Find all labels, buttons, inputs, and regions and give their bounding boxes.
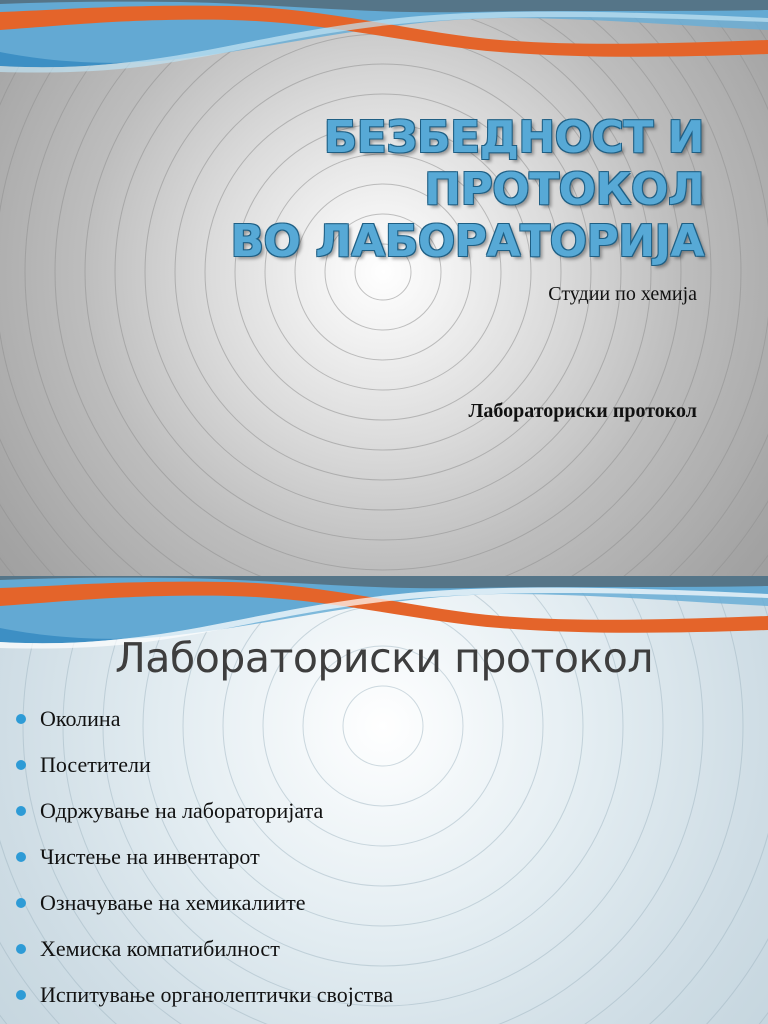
list-item-text: Посетители	[40, 752, 151, 777]
list-item	[16, 886, 393, 932]
bullet-icon	[16, 944, 26, 954]
list-item-text: Одржување на лабораторијата	[40, 798, 324, 823]
list-item	[16, 748, 393, 794]
subtitle-topic: Лабораториски протокол	[468, 400, 697, 422]
list-item-text: Испитување органолептички својства	[40, 982, 394, 1007]
content-slide	[0, 576, 768, 1024]
list-item-text: Околина	[40, 706, 121, 731]
title-line-1: БЕЗБЕДНОСТ И ПРОТОКОЛ	[323, 112, 704, 215]
bullet-icon	[16, 898, 26, 908]
presentation-title	[40, 112, 704, 268]
title-line-2: ВО ЛАБОРАТОРИЈА	[230, 216, 704, 267]
bullet-icon	[16, 852, 26, 862]
list-item	[16, 932, 393, 978]
list-item	[16, 702, 393, 748]
top-wave-decoration	[0, 0, 768, 95]
slide-title: Лабораториски протокол	[114, 634, 654, 682]
list-item-text: Означување на хемикалиите	[40, 890, 306, 915]
bullet-icon	[16, 990, 26, 1000]
list-item	[16, 978, 393, 1024]
bullet-list	[16, 702, 393, 1024]
bullet-icon	[16, 806, 26, 816]
list-item-text: Чистење на инвентарот	[40, 844, 260, 869]
list-item-text: Хемиска компатибилност	[40, 936, 280, 961]
subtitle-course: Студии по хемија	[548, 283, 697, 305]
list-item	[16, 840, 393, 886]
list-item	[16, 794, 393, 840]
bullet-icon	[16, 760, 26, 770]
bullet-icon	[16, 714, 26, 724]
